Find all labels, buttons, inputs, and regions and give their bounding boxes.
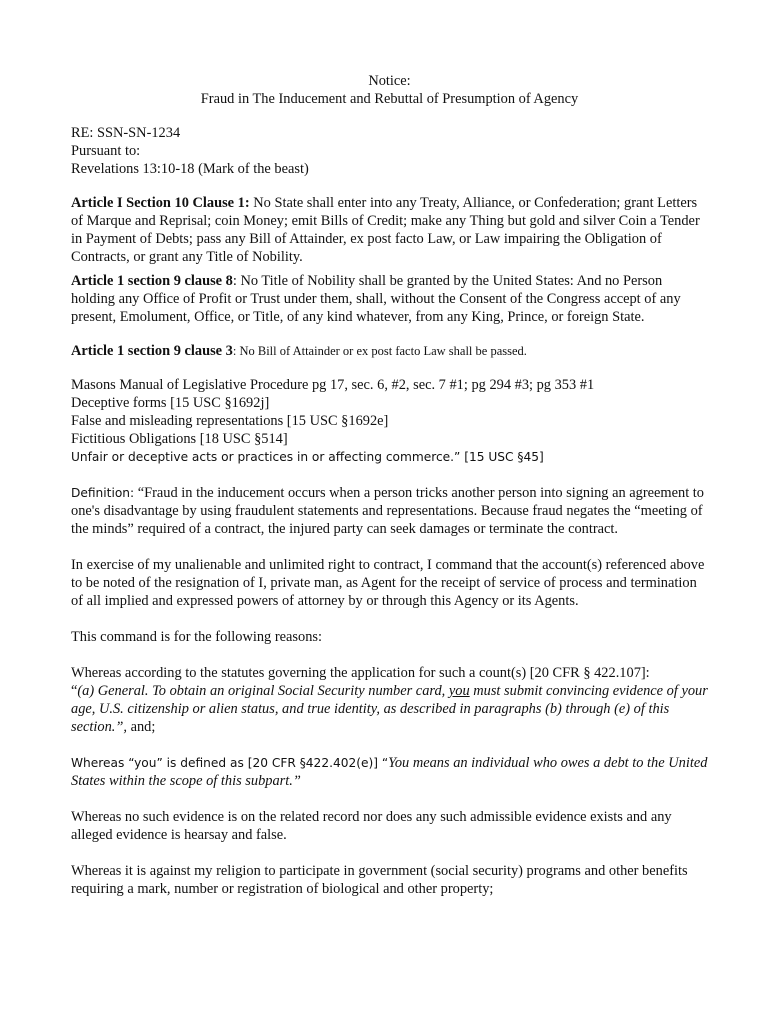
article-label: Article I Section 10 Clause 1: xyxy=(71,195,250,211)
re-line: RE: SSN-SN-1234 xyxy=(71,125,181,141)
definition-text: “Fraud in the inducement occurs when a person tricks another person into signing an agreement to one's disadvantage by using fraudulent statements and representations. Because fraud negates the “meeting of the minds” required of a contract, the injured party can seek damages or terminate the contract. xyxy=(71,485,704,537)
article-label: Article 1 section 9 clause 8 xyxy=(71,273,233,289)
references-list xyxy=(71,376,708,466)
quote-open: “ xyxy=(71,683,78,699)
reference-header xyxy=(71,124,708,178)
article-text: : No Bill of Attainder or ex post facto Law shall be passed. xyxy=(232,344,527,358)
reference-item: False and misleading representations [15 USC §1692e] xyxy=(71,413,389,429)
definition-label: Definition: xyxy=(71,486,135,500)
pursuant-line: Pursuant to: xyxy=(71,143,141,159)
whereas-religion: Whereas it is against my religion to participate in government (social security) programs and other benefits requiring a mark, number or registration of biological and other property; xyxy=(71,863,688,897)
reference-item: Deceptive forms [15 USC §1692j] xyxy=(71,395,270,411)
article-1-9-3 xyxy=(71,342,708,360)
reference-item xyxy=(71,448,708,466)
quote-you: you xyxy=(448,683,470,699)
definition-paragraph xyxy=(71,484,708,538)
whereas-you-definition xyxy=(71,754,708,790)
reference-item: Masons Manual of Legislative Procedure pg 17, sec. 6, #2, sec. 7 #1; pg 294 #3; pg 353 #1 xyxy=(71,377,595,393)
article-text: No State shall enter into any Treaty, Alliance, or Confederation; grant Letters of Marque and Reprisal; coin Money; emit Bills of Credit; make any Thing but gold and silver Coin a Tender in Payment of Debts; pass any Bill of Attainder, ex post facto Law, or Law impairing the Obligation of Contracts, or grant any Title of Nobility. xyxy=(71,195,700,265)
quote-close: ”, xyxy=(115,719,127,735)
article-1-9-8 xyxy=(71,272,708,326)
notice-heading xyxy=(71,72,708,108)
article-text: : No Title of Nobility shall be granted by the United States: And no Person holding any Office of Profit or Trust under them, shall, without the Consent of the Congress accept of any present, Emolument, Office, or Title, of any kind whatever, from any King, Prince, or foreign State. xyxy=(71,273,681,325)
notice-title: Fraud in The Inducement and Rebuttal of Presumption of Agency xyxy=(200,91,579,107)
quote-close: ” xyxy=(292,773,301,789)
command-paragraph: This command is for the following reasons: xyxy=(71,629,322,645)
whereas-intro: Whereas according to the statutes governing the application for such a count(s) [20 CFR § 422.107]: xyxy=(71,665,650,681)
notice-label: Notice: xyxy=(368,73,411,89)
article-label: Article 1 section 9 clause 3 xyxy=(71,343,233,359)
quote-text-b: must submit convincing evidence of your age, U.S. citizenship or alien status, and true identity, as described in paragraphs (b) through (e) of this section. xyxy=(71,683,708,735)
quote-text-a: (a) General. To obtain an original Social Security number card, xyxy=(77,683,449,699)
reference-item-text: Unfair or deceptive acts or practices in or affecting commerce.” [15 USC §45] xyxy=(71,450,544,464)
whereas-tail: and; xyxy=(126,719,156,735)
whereas-evidence: Whereas no such evidence is on the related record nor does any such admissible evidence exists and any alleged evidence is hearsay and false. xyxy=(71,809,672,843)
whereas-application xyxy=(71,664,708,736)
quote-text: You means an individual who owes a debt to the United States within the scope of this subpart. xyxy=(71,755,708,789)
revelations-line: Revelations 13:10-18 (Mark of the beast) xyxy=(71,161,309,177)
whereas-intro: Whereas “you” is defined as [20 CFR §422.402(e)] “ xyxy=(71,756,389,770)
exercise-paragraph: In exercise of my unalienable and unlimited right to contract, I command that the account(s) referenced above to be noted of the resignation of I, private man, as Agent for the receipt of service of process and termination of all implied and expressed powers of attorney by or through this Agency or its Agents. xyxy=(71,557,705,609)
article-1-10-1 xyxy=(71,194,708,266)
reference-item: Fictitious Obligations [18 USC §514] xyxy=(71,431,288,447)
